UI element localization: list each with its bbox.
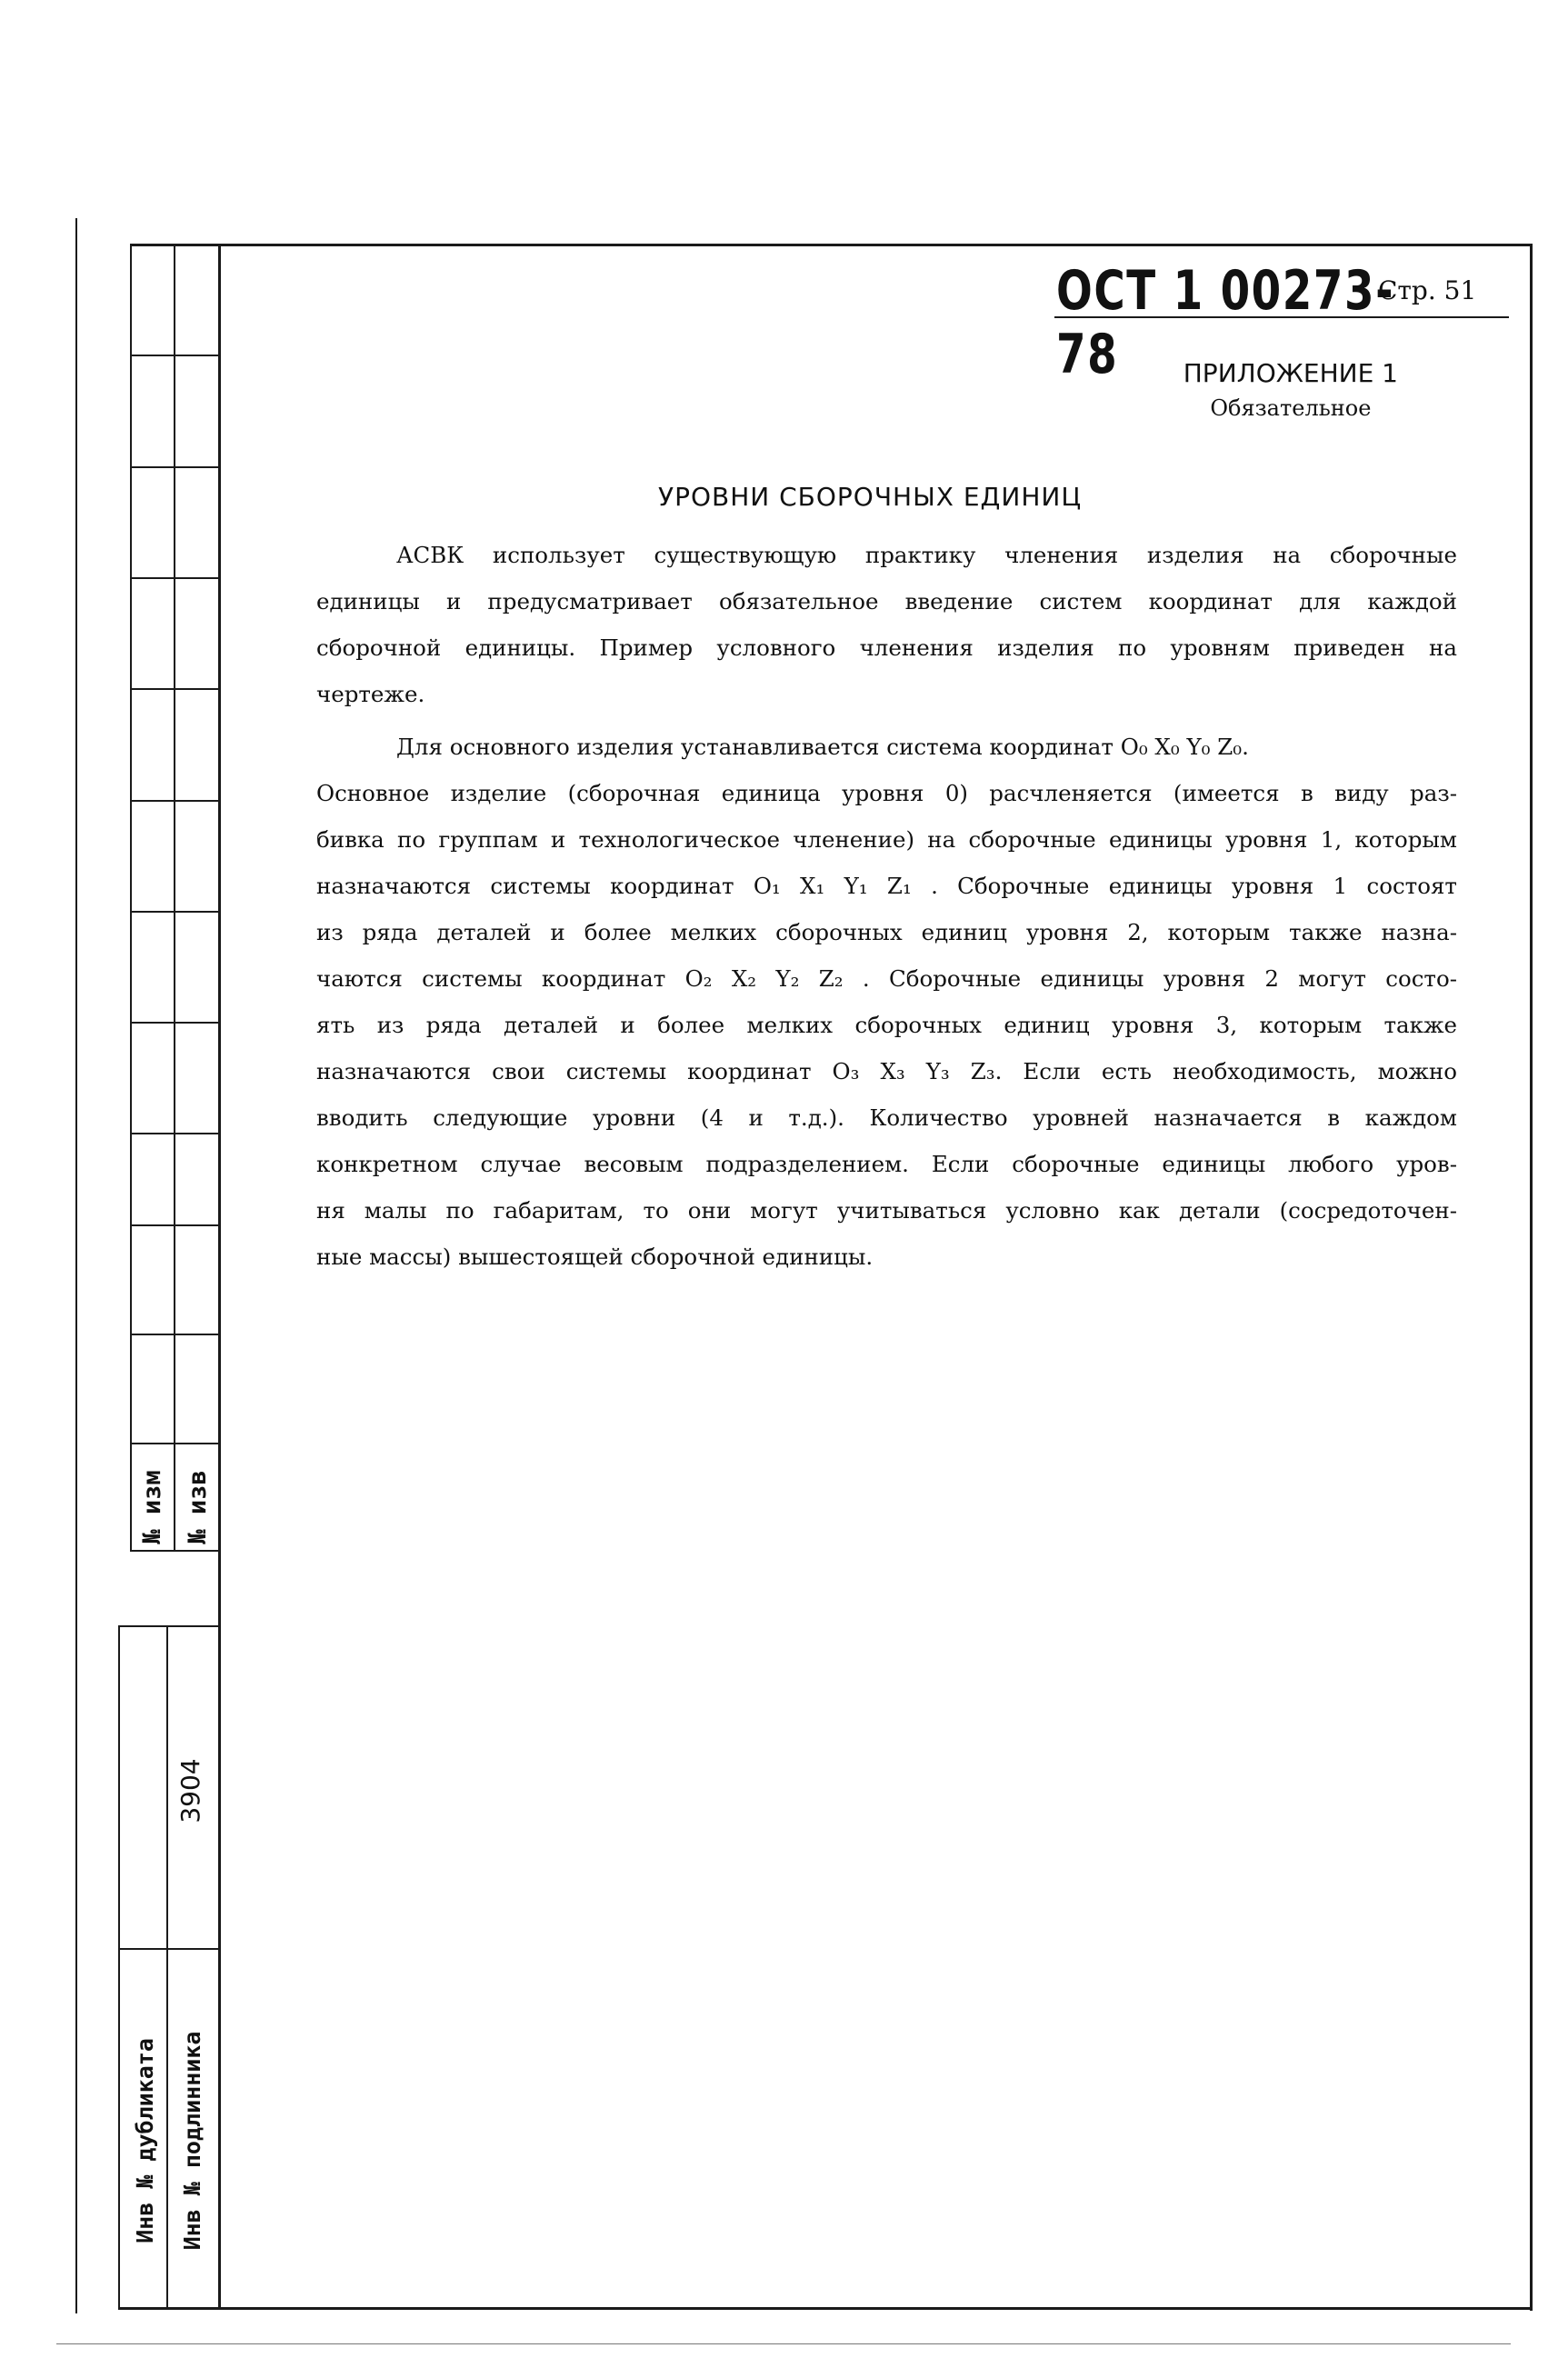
section-title: УРОВНИ СБОРОЧНЫХ ЕДИНИЦ — [658, 482, 1083, 512]
stamp-row-line — [130, 1334, 219, 1335]
page-number: Стр. 51 — [1378, 275, 1477, 305]
stamp-row-line — [130, 800, 219, 802]
text-line: ные массы) вышестоящей сборочной единицы. — [316, 1244, 874, 1270]
text-line: конкретном случае весовым подразделением. Если сборочные единицы любого уров- — [316, 1151, 1457, 1177]
text-line: чаются системы координат O₂ X₂ Y₂ Z₂ . Сборочные единицы уровня 2 могут состо- — [316, 965, 1457, 992]
text-line: Для основного изделия устанавливается система координат O₀ X₀ Y₀ Z₀. — [396, 734, 1249, 760]
text-line: из ряда деталей и более мелких сборочных единиц уровня 2, которым также назна- — [316, 919, 1457, 945]
appendix-title: ПРИЛОЖЕНИЕ 1 — [1183, 358, 1398, 388]
frame-top — [130, 244, 1533, 246]
stamp-row-line — [130, 466, 219, 468]
stamp-row-line — [130, 911, 219, 913]
appendix-block — [1183, 356, 1398, 425]
stamp-low-sep — [118, 1948, 220, 1950]
stamp-row-line — [130, 1133, 219, 1134]
appendix-status: Обязательное — [1210, 395, 1372, 421]
duplicate-inventory-label: Инв № дубликата — [132, 2038, 158, 2243]
text-line: бивка по группам и технологическое членение) на сборочные единицы уровня 1, которым — [316, 826, 1457, 853]
stamp-row-line — [130, 577, 219, 579]
text-line: вводить следующие уровни (4 и т.д.). Количество уровней назначается в каждом — [316, 1104, 1457, 1131]
document-code: ОСТ 1 00273-78 — [1056, 259, 1395, 386]
text-line: АСВК использует существующую практику членения изделия на сборочные — [396, 542, 1457, 568]
stamp-col-left — [130, 245, 132, 1550]
stamp-low-left — [118, 1625, 120, 2309]
frame-right — [1530, 244, 1533, 2311]
stamp-row-line — [130, 1224, 219, 1226]
text-line: ять из ряда деталей и более мелких сборочных единиц уровня 3, которым также — [316, 1012, 1457, 1038]
paragraph-2 — [316, 724, 1457, 1280]
text-line: ня малы по габаритам, то они могут учитываться условно как детали (сосредоточен- — [316, 1197, 1457, 1224]
page-bottom-line — [56, 2343, 1511, 2344]
stamp-row-line — [130, 355, 219, 356]
change-number-label: № изм — [138, 1470, 166, 1544]
text-line: чертеже. — [316, 681, 425, 707]
text-line: назначаются свои системы координат O₃ X₃ Y₃ Z₃. Если есть необходимость, можно — [316, 1058, 1457, 1084]
text-line: Основное изделие (сборочная единица уровня 0) расчленяется (имеется в виду раз- — [316, 780, 1457, 806]
stamp-low-mid — [166, 1625, 168, 2309]
stamp-row-line — [130, 1022, 219, 1024]
text-line: единицы и предусматривает обязательное введение систем координат для каждой — [316, 588, 1457, 614]
left-margin-line — [75, 218, 77, 2313]
stamp-low-top — [118, 1625, 220, 1627]
stamp-row-line — [130, 688, 219, 690]
text-line: сборочной единицы. Пример условного членения изделия по уровням приведен на — [316, 634, 1457, 661]
notice-number-label: № изв — [184, 1470, 212, 1544]
original-inventory-value: 3904 — [175, 1758, 205, 1823]
text-line: назначаются системы координат O₁ X₁ Y₁ Z₁ . Сборочные единицы уровня 1 состоят — [316, 873, 1457, 899]
frame-bottom — [118, 2307, 1533, 2310]
paragraph-1 — [316, 532, 1457, 717]
original-inventory-label: Инв № подлинника — [179, 2031, 205, 2251]
frame-inner-left — [218, 245, 221, 2309]
stamp-col-mid — [174, 245, 175, 1550]
